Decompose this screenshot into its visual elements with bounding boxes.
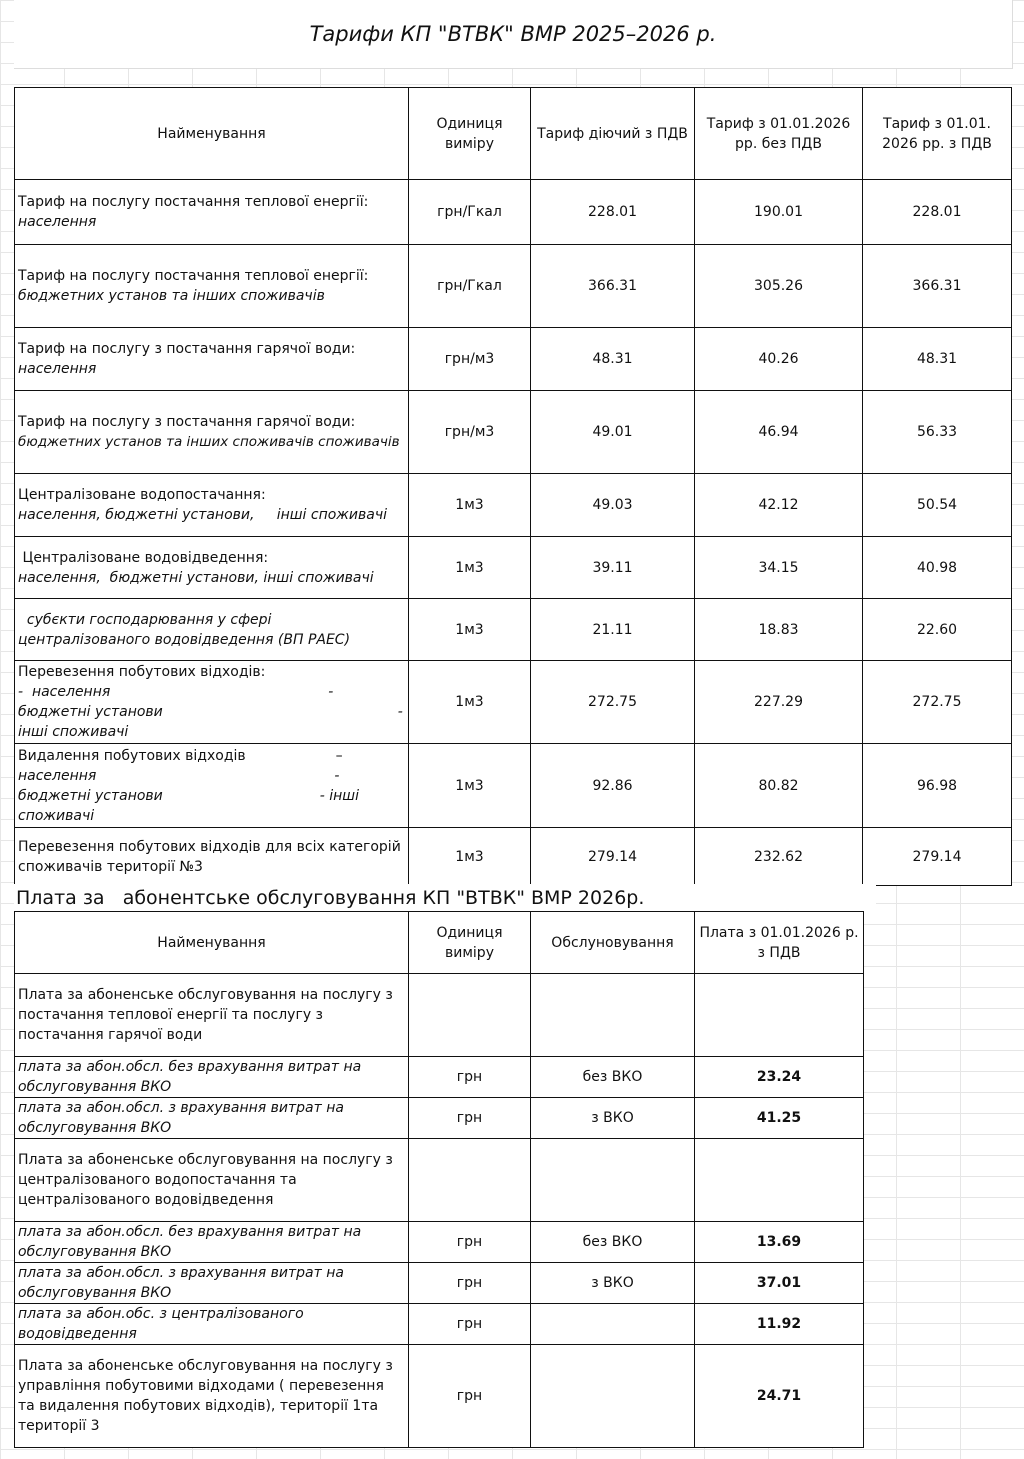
header-name: Найменування: [15, 88, 409, 180]
row-with-vat: 22.60: [863, 599, 1012, 661]
subscription-title: Плата за абонентське обслуговування КП "ВТВК" ВМР 2026р.: [14, 884, 876, 912]
row-subtitle: населення, бюджетні установи, інші споживачі: [18, 507, 388, 523]
row-with-vat: 40.98: [863, 537, 1012, 599]
empty-cell: [531, 1139, 695, 1222]
table-row: [15, 599, 1012, 661]
group-title: Плата за абоненське обслуговування на послугу з управління побутовими відходами ( перевезення та видалення побутових відходів), території 1та території 3: [15, 1345, 409, 1448]
table-row: [15, 744, 1012, 828]
group-row: [15, 1139, 864, 1222]
title-text: Видалення побутових відходів: [18, 747, 246, 764]
row-current: 272.75: [531, 661, 695, 744]
empty-cell: [695, 974, 864, 1057]
dash-mark: -: [328, 684, 334, 700]
row-no-vat: 34.15: [695, 537, 863, 599]
row-current: 228.01: [531, 180, 695, 245]
empty-cell: [409, 1139, 531, 1222]
row-price: 24.71: [695, 1345, 864, 1448]
row-current: 21.11: [531, 599, 695, 661]
row-price: 41.25: [695, 1098, 864, 1139]
dash-mark: -: [334, 767, 340, 784]
row-current: 92.86: [531, 744, 695, 828]
row-name: плата за абон.обсл. з врахування витрат на обслуговування ВКО: [15, 1263, 409, 1304]
table-row: [15, 474, 1012, 537]
row-title: [18, 746, 405, 766]
group-row: [15, 1345, 864, 1448]
row-name: [15, 537, 409, 599]
table-row: [15, 328, 1012, 391]
row-no-vat: 80.82: [695, 744, 863, 828]
row-name: плата за абон.обсл. без врахування витрат на обслуговування ВКО: [15, 1057, 409, 1098]
table-row: [15, 828, 1012, 886]
table-row: [15, 1222, 864, 1263]
row-price: 37.01: [695, 1263, 864, 1304]
row-name: [15, 180, 409, 245]
row-current: 49.01: [531, 391, 695, 474]
subscription-table: [14, 911, 864, 1448]
row-name: [15, 391, 409, 474]
empty-cell: [409, 974, 531, 1057]
row-unit: грн/Гкал: [409, 245, 531, 328]
group-title: Плата за абоненське обслуговування на послугу з постачання теплової енергії та послугу з постачання гарячої води: [15, 974, 409, 1057]
table-row: [15, 245, 1012, 328]
sub-line: споживачі: [18, 807, 95, 824]
row-price: 23.24: [695, 1057, 864, 1098]
row-unit: грн/м3: [409, 328, 531, 391]
row-subtitle: [18, 702, 405, 722]
row-name: плата за абон.обсл. з врахування витрат на обслуговування ВКО: [15, 1098, 409, 1139]
row-title: Тариф на послугу постачання теплової енергії:: [18, 268, 369, 284]
empty-cell: [531, 1345, 695, 1448]
row-title: Тариф на послугу постачання теплової енергії:: [18, 194, 369, 210]
row-name: [15, 661, 409, 744]
row-unit: 1м3: [409, 599, 531, 661]
row-current: 279.14: [531, 828, 695, 886]
row-name: [15, 328, 409, 391]
row-no-vat: 305.26: [695, 245, 863, 328]
row-with-vat: 272.75: [863, 661, 1012, 744]
row-name: [15, 474, 409, 537]
header-unit: Одиниця виміру: [409, 88, 531, 180]
row-subtitle: населення: [18, 214, 97, 230]
row-name: [15, 744, 409, 828]
row-no-vat: 232.62: [695, 828, 863, 886]
row-subtitle: бюджетних установ та інших споживачів: [18, 288, 325, 304]
row-with-vat: 56.33: [863, 391, 1012, 474]
empty-cell: [531, 974, 695, 1057]
row-title: Централізоване водопостачання:: [18, 487, 266, 503]
row-current: 39.11: [531, 537, 695, 599]
row-price: 13.69: [695, 1222, 864, 1263]
table-row: [15, 1057, 864, 1098]
row-service: без ВКО: [531, 1057, 695, 1098]
row-service: з ВКО: [531, 1263, 695, 1304]
row-unit: грн: [409, 1098, 531, 1139]
row-title: Перевезення побутових відходів:: [18, 664, 266, 680]
sub-line: - населення: [18, 684, 111, 700]
table-row: [15, 391, 1012, 474]
row-subtitle: субєкти господарювання у сфері централізованого водовідведення (ВП РАЕС): [18, 611, 351, 648]
dash-mark: -: [397, 704, 403, 720]
row-unit: грн: [409, 1057, 531, 1098]
row-no-vat: 40.26: [695, 328, 863, 391]
table-row: [15, 1263, 864, 1304]
row-title: Тариф на послугу з постачання гарячої води:: [18, 341, 356, 357]
group-row: [15, 974, 864, 1057]
page-title-bar: [14, 0, 1013, 69]
empty-cell: [695, 1139, 864, 1222]
row-no-vat: 227.29: [695, 661, 863, 744]
row-unit: 1м3: [409, 744, 531, 828]
row-with-vat: 228.01: [863, 180, 1012, 245]
row-current: 366.31: [531, 245, 695, 328]
row-title: Централізоване водовідведення:: [18, 549, 269, 566]
row-service: [531, 1304, 695, 1345]
row-current: 48.31: [531, 328, 695, 391]
table-row: [15, 1098, 864, 1139]
row-name: плата за абон.обсл. без врахування витрат на обслуговування ВКО: [15, 1222, 409, 1263]
row-with-vat: 96.98: [863, 744, 1012, 828]
row-subtitle: [18, 682, 405, 702]
header-no-vat: Тариф з 01.01.2026 рр. без ПДВ: [695, 88, 863, 180]
row-subtitle: [18, 786, 405, 806]
table-row: [15, 537, 1012, 599]
row-name: [15, 828, 409, 886]
row-subtitle: [18, 766, 405, 786]
tariffs-header-row: [15, 88, 1012, 180]
row-price: 11.92: [695, 1304, 864, 1345]
row-unit: грн/м3: [409, 391, 531, 474]
header-with-vat: Тариф з 01.01. 2026 рр. з ПДВ: [863, 88, 1012, 180]
row-no-vat: 46.94: [695, 391, 863, 474]
sub-line: бюджетні установи: [18, 787, 163, 804]
row-unit: грн/Гкал: [409, 180, 531, 245]
row-unit: 1м3: [409, 828, 531, 886]
row-name: плата за абон.обс. з централізованого водовідведення: [15, 1304, 409, 1345]
header-unit: Одиниця виміру: [409, 912, 531, 974]
row-unit: грн: [409, 1222, 531, 1263]
sub-line: населення: [18, 767, 97, 784]
row-name: [15, 245, 409, 328]
row-no-vat: 18.83: [695, 599, 863, 661]
group-title: Плата за абоненське обслуговування на послугу з централізованого водопостачання та централізованого водовідведення: [15, 1139, 409, 1222]
sub-line: інші споживачі: [18, 724, 129, 740]
row-name: [15, 599, 409, 661]
row-service: без ВКО: [531, 1222, 695, 1263]
row-unit: грн: [409, 1345, 531, 1448]
row-unit: 1м3: [409, 474, 531, 537]
table-row: [15, 180, 1012, 245]
row-title: Тариф на послугу з постачання гарячої води:: [18, 414, 356, 430]
row-with-vat: 279.14: [863, 828, 1012, 886]
row-unit: 1м3: [409, 661, 531, 744]
row-service: з ВКО: [531, 1098, 695, 1139]
dash-mark: –: [335, 747, 343, 764]
page-title: Тарифи КП "ВТВК" ВМР 2025–2026 р.: [309, 22, 717, 46]
table-row: [15, 1304, 864, 1345]
row-current: 49.03: [531, 474, 695, 537]
row-subtitle: бюджетних установ та інших споживачів споживачів: [18, 434, 400, 450]
tariffs-table: [14, 87, 1012, 886]
subscription-header-row: [15, 912, 864, 974]
header-service: Обслуновування: [531, 912, 695, 974]
row-with-vat: 366.31: [863, 245, 1012, 328]
row-unit: грн: [409, 1304, 531, 1345]
row-unit: грн: [409, 1263, 531, 1304]
header-current: Тариф діючий з ПДВ: [531, 88, 695, 180]
row-unit: 1м3: [409, 537, 531, 599]
header-price: Плата з 01.01.2026 р. з ПДВ: [695, 912, 864, 974]
row-no-vat: 190.01: [695, 180, 863, 245]
row-title: Перевезення побутових відходів для всіх категорій споживачів території №3: [18, 838, 401, 875]
sub-line: - інші: [319, 787, 360, 804]
row-subtitle: населення: [18, 361, 97, 377]
table-row: [15, 661, 1012, 744]
row-no-vat: 42.12: [695, 474, 863, 537]
sub-line: бюджетні установи: [18, 704, 163, 720]
header-name: Найменування: [15, 912, 409, 974]
row-subtitle: населення, бюджетні установи, інші споживачі: [18, 569, 374, 586]
row-with-vat: 50.54: [863, 474, 1012, 537]
row-with-vat: 48.31: [863, 328, 1012, 391]
